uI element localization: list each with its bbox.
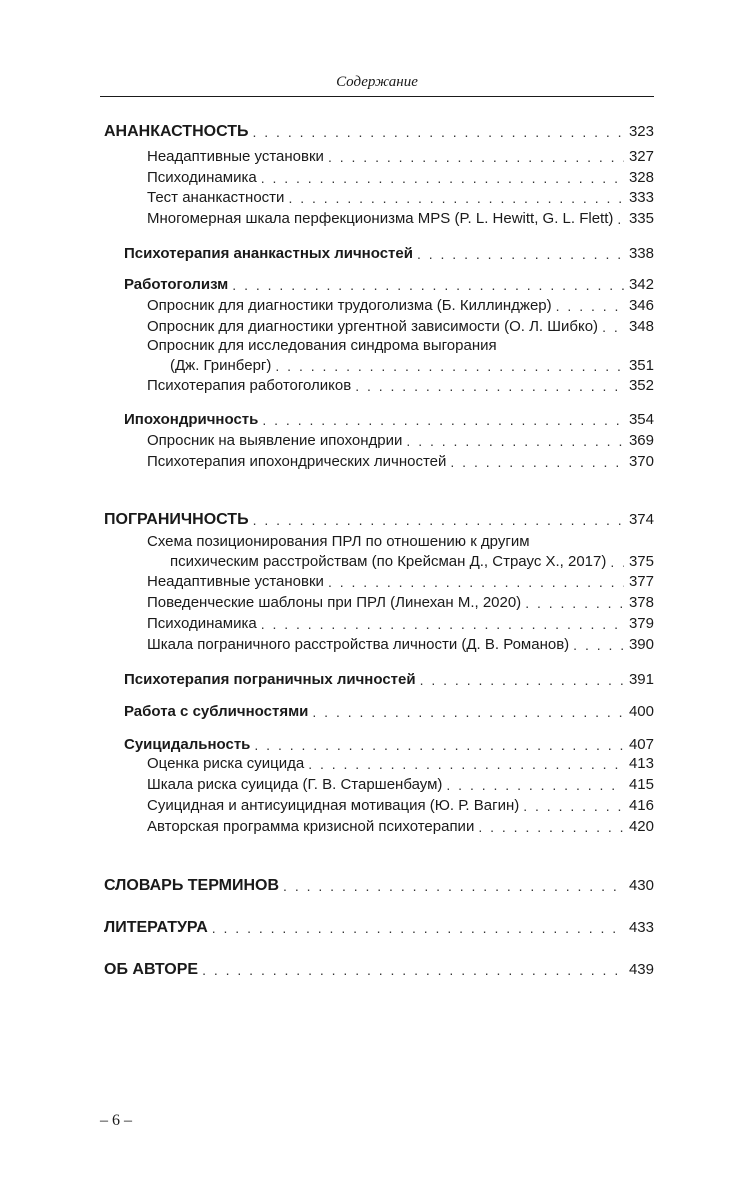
toc-entry-label: Суицидная и антисуицидная мотивация (Ю. Р. Вагин) [147,797,520,814]
toc-entry-label: АНАНКАСТНОСТЬ [104,123,249,140]
toc-entry-label: Поведенческие шаблоны при ПРЛ (Линехан М., 2020) [147,594,522,611]
toc-entry-page: 439 [628,961,654,978]
toc-leader-dots [202,960,624,980]
toc-leader-dots [308,754,624,774]
toc-entry-page: 379 [628,615,654,632]
toc-entry[interactable] [147,294,654,316]
toc-leader-dots [525,593,624,613]
toc-entry-page: 407 [628,736,654,753]
toc-entry-label: Работоголизм [124,276,229,293]
toc-entry-label: психическим расстройствам (по Крейсман Д., Страус Х., 2017) [170,553,607,570]
toc-leader-dots [261,614,624,634]
toc-entry[interactable] [147,815,654,837]
toc-entry-label: Опросник для диагностики ургентной зависимости (О. Л. Шибко) [147,318,599,335]
toc-entry-label: Ипохондричность [124,411,259,428]
toc-entry-section[interactable] [104,916,654,938]
toc-entry-page: 377 [628,573,654,590]
toc-entry[interactable] [147,794,654,816]
toc-entry-page: 400 [628,703,654,720]
toc-leader-dots [288,188,624,208]
toc-entry[interactable] [170,354,654,376]
toc-entry-label: Оценка риска суицида [147,755,305,772]
toc-entry-subsection[interactable] [124,700,654,722]
toc-entry-label: Психотерапия пограничных личностей [124,671,416,688]
toc-entry-label: ЛИТЕРАТУРА [104,919,208,936]
toc-entry[interactable] [147,450,654,472]
toc-entry-page: 374 [628,511,654,528]
toc-entry-subsection[interactable] [124,668,654,690]
toc-entry[interactable] [147,773,654,795]
toc-entry-page: 348 [628,318,654,335]
toc-entry-page: 415 [628,776,654,793]
toc-entry-page: 323 [628,123,654,140]
toc-entry-subsection[interactable] [124,273,654,295]
toc-leader-dots [478,817,624,837]
toc-entry[interactable] [147,612,654,634]
toc-entry-page: 346 [628,297,654,314]
toc-entry[interactable] [147,315,654,337]
toc-entry[interactable] [147,752,654,774]
toc-entry-page: 370 [628,453,654,470]
toc-leader-dots [328,147,624,167]
toc-entry-page: 354 [628,411,654,428]
toc-leader-dots [610,552,624,572]
toc-leader-dots [262,410,624,430]
toc-entry-label: Авторская программа кризисной психотерапии [147,818,475,835]
toc-entry[interactable] [147,186,654,208]
toc-entry-page: 378 [628,594,654,611]
toc-leader-dots [602,317,624,337]
toc-entry-subsection[interactable] [124,242,654,264]
toc-entry[interactable] [147,570,654,592]
toc-entry[interactable] [147,374,654,396]
toc-entry-page: 369 [628,432,654,449]
toc-entry[interactable] [170,550,654,572]
toc-entry-page: 342 [628,276,654,293]
toc-entry-label-line1[interactable]: Схема позиционирования ПРЛ по отношению к другим [147,533,530,550]
toc-entry-section[interactable] [104,508,654,530]
toc-entry-page: 335 [628,210,654,227]
toc-entry-page: 352 [628,377,654,394]
toc-leader-dots [275,356,624,376]
toc-entry-label: Тест ананкастности [147,189,285,206]
toc-entry-label: ОБ АВТОРЕ [104,961,199,978]
toc-entry-label: Психодинамика [147,615,257,632]
toc-entry-label-line1[interactable]: Опросник для исследования синдрома выгорания [147,337,497,354]
toc-entry-label: Опросник для диагностики трудоголизма (Б. Киллинджер) [147,297,552,314]
toc-leader-dots [617,209,624,229]
toc-entry-label: Неадаптивные установки [147,573,324,590]
toc-leader-dots [328,572,624,592]
toc-leader-dots [355,376,624,396]
toc-entry-page: 430 [628,877,654,894]
toc-leader-dots [450,452,624,472]
toc-leader-dots [556,296,624,316]
toc-leader-dots [253,122,625,142]
toc-entry-label: (Дж. Гринберг) [170,357,272,374]
toc-entry[interactable] [147,633,654,655]
toc-entry-page: 390 [628,636,654,653]
toc-entry[interactable] [147,591,654,613]
toc-entry-section[interactable] [104,958,654,980]
toc-entry-page: 416 [628,797,654,814]
toc-leader-dots [573,635,624,655]
toc-entry[interactable] [147,429,654,451]
toc-entry-label: Суицидальность [124,736,251,753]
toc-leader-dots [312,702,624,722]
toc-entry-page: 375 [628,553,654,570]
toc-entry-label: Неадаптивные установки [147,148,324,165]
toc-entry-page: 391 [628,671,654,688]
toc-leader-dots [417,244,624,264]
toc-entry-label: Работа с субличностями [124,703,309,720]
toc-leader-dots [232,275,624,295]
toc-entry[interactable] [147,145,654,167]
page-number: – 6 – [100,1112,132,1129]
toc-entry-subsection[interactable] [124,408,654,430]
toc-entry-label: Опросник на выявление ипохондрии [147,432,403,449]
toc-leader-dots [253,510,624,530]
toc-leader-dots [420,670,624,690]
toc-leader-dots [446,775,624,795]
toc-leader-dots [523,796,624,816]
toc-entry-label: СЛОВАРЬ ТЕРМИНОВ [104,877,280,894]
toc-entry-section[interactable] [104,120,654,142]
toc-entry-page: 351 [628,357,654,374]
toc-entry-section[interactable] [104,874,654,896]
toc-leader-dots [261,168,624,188]
toc-entry-label: Психотерапия работоголиков [147,377,352,394]
toc-entry-page: 333 [628,189,654,206]
toc-entry-page: 338 [628,245,654,262]
toc-entry-page: 420 [628,818,654,835]
toc-entry-page: 327 [628,148,654,165]
toc-entry-page: 433 [628,919,654,936]
toc-entry[interactable] [147,207,654,229]
toc-leader-dots [283,876,624,896]
toc-leader-dots [406,431,624,451]
toc-entry-label: Психодинамика [147,169,257,186]
toc-entry-page: 413 [628,755,654,772]
running-header-title: Содержание [336,74,418,90]
toc-leader-dots [212,918,624,938]
toc-entry-label: Многомерная шкала перфекционизма MPS (P. L. Hewitt, G. L. Flett) [147,210,614,227]
toc-entry-label: Психотерапия ананкастных личностей [124,245,413,262]
toc-entry-page: 328 [628,169,654,186]
toc-entry-label: Психотерапия ипохондрических личностей [147,453,447,470]
toc-entry-label: Шкала риска суицида (Г. В. Старшенбаум) [147,776,443,793]
toc-entry-label: Шкала пограничного расстройства личности (Д. В. Романов) [147,636,570,653]
toc-entry[interactable] [147,166,654,188]
toc-entry-label: ПОГРАНИЧНОСТЬ [104,511,249,528]
